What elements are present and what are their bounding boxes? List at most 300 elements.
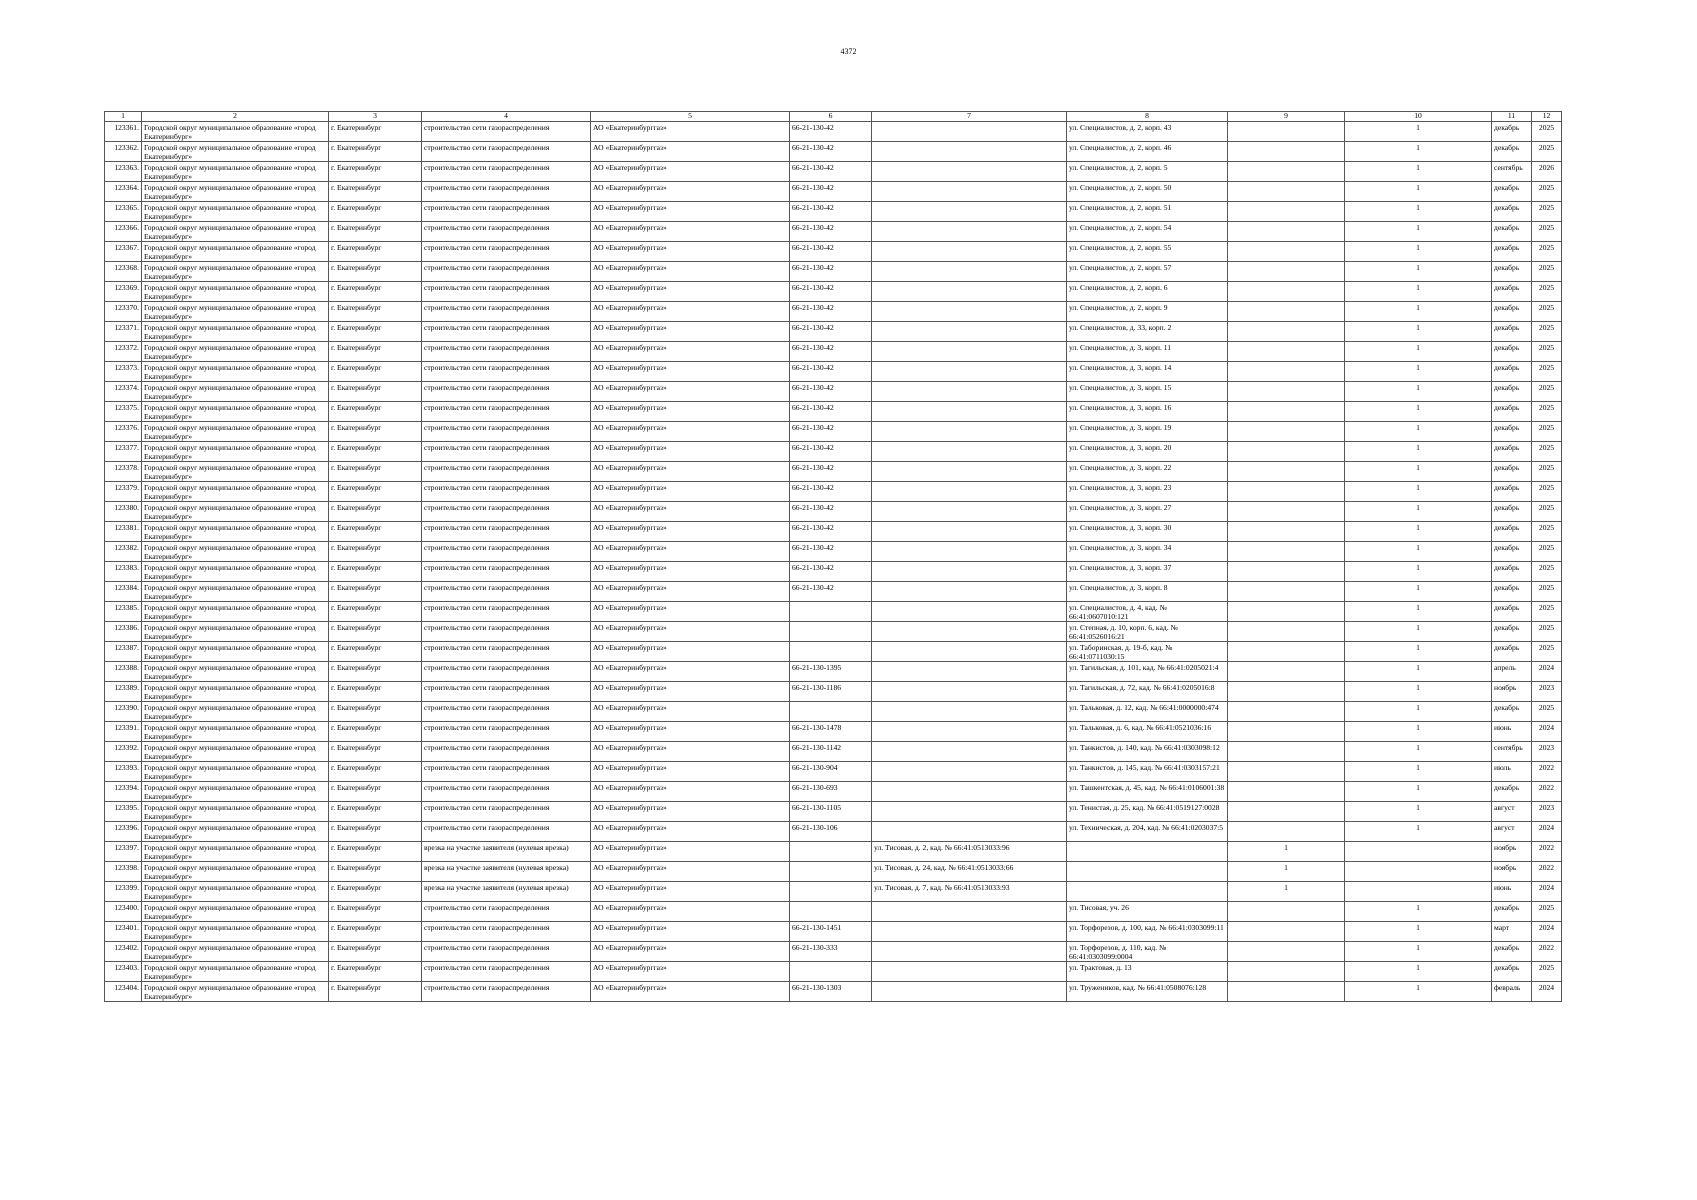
table-cell-col-6: 66-21-130-42 xyxy=(790,162,872,182)
table-cell-col-3: г. Екатеринбург xyxy=(329,722,422,742)
table-cell-col-2: Городской округ муниципальное образование «город Екатеринбург» xyxy=(142,122,329,142)
table-cell-col-1: 123388. xyxy=(105,662,142,682)
table-cell-col-3: г. Екатеринбург xyxy=(329,642,422,662)
table-cell-col-3: г. Екатеринбург xyxy=(329,942,422,962)
table-cell-col-3: г. Екатеринбург xyxy=(329,982,422,1002)
table-cell-col-12: 2025 xyxy=(1532,322,1562,342)
table-cell-col-6: 66-21-130-1105 xyxy=(790,802,872,822)
table-cell-col-6: 66-21-130-42 xyxy=(790,542,872,562)
table-cell-col-9 xyxy=(1228,342,1345,362)
table-cell-col-9 xyxy=(1228,442,1345,462)
table-cell-col-11: декабрь xyxy=(1492,502,1532,522)
table-cell-col-4: строительство сети газораспределения xyxy=(422,222,591,242)
table-cell-col-4: строительство сети газораспределения xyxy=(422,682,591,702)
table-cell-col-9 xyxy=(1228,182,1345,202)
table-cell-col-12: 2025 xyxy=(1532,262,1562,282)
table-cell-col-11: декабрь xyxy=(1492,342,1532,362)
table-cell-col-2: Городской округ муниципальное образование «город Екатеринбург» xyxy=(142,202,329,222)
table-cell-col-6: 66-21-130-42 xyxy=(790,322,872,342)
table-cell-col-9 xyxy=(1228,962,1345,982)
table-cell-col-4: строительство сети газораспределения xyxy=(422,322,591,342)
table-cell-col-3: г. Екатеринбург xyxy=(329,802,422,822)
table-cell-col-8: ул. Торфорезов, д. 110, кад. № 66:41:0303099:0004 xyxy=(1067,942,1228,962)
table-cell-col-12: 2025 xyxy=(1532,702,1562,722)
table-cell-col-10: 1 xyxy=(1345,902,1492,922)
table-cell-col-6: 66-21-130-42 xyxy=(790,482,872,502)
table-cell-col-11: сентябрь xyxy=(1492,162,1532,182)
table-cell-col-6: 66-21-130-42 xyxy=(790,222,872,242)
table-cell-col-1: 123403. xyxy=(105,962,142,982)
table-cell-col-11: декабрь xyxy=(1492,222,1532,242)
table-cell-col-10: 1 xyxy=(1345,962,1492,982)
table-cell-col-10: 1 xyxy=(1345,242,1492,262)
table-cell-col-7 xyxy=(872,462,1067,482)
table-cell-col-8: ул. Специалистов, д. 3, корп. 34 xyxy=(1067,542,1228,562)
table-row xyxy=(105,162,1562,182)
table-cell-col-2: Городской округ муниципальное образование «город Екатеринбург» xyxy=(142,482,329,502)
table-cell-col-5: АО «Екатеринбурггаз» xyxy=(591,602,790,622)
table-cell-col-2: Городской округ муниципальное образование «город Екатеринбург» xyxy=(142,142,329,162)
table-row xyxy=(105,482,1562,502)
table-row xyxy=(105,502,1562,522)
table-cell-col-11: август xyxy=(1492,802,1532,822)
table-row xyxy=(105,862,1562,882)
table-cell-col-3: г. Екатеринбург xyxy=(329,602,422,622)
table-cell-col-12: 2025 xyxy=(1532,342,1562,362)
table-row xyxy=(105,962,1562,982)
table-cell-col-5: АО «Екатеринбурггаз» xyxy=(591,442,790,462)
table-row xyxy=(105,662,1562,682)
table-cell-col-6: 66-21-130-42 xyxy=(790,242,872,262)
table-cell-col-7 xyxy=(872,502,1067,522)
table-cell-col-11: декабрь xyxy=(1492,902,1532,922)
table-cell-col-10: 1 xyxy=(1345,162,1492,182)
table-cell-col-4: строительство сети газораспределения xyxy=(422,202,591,222)
table-cell-col-11: декабрь xyxy=(1492,462,1532,482)
table-cell-col-10: 1 xyxy=(1345,722,1492,742)
table-row xyxy=(105,382,1562,402)
table-cell-col-7 xyxy=(872,142,1067,162)
table-cell-col-1: 123372. xyxy=(105,342,142,362)
table-cell-col-12: 2026 xyxy=(1532,162,1562,182)
table-cell-col-2: Городской округ муниципальное образование «город Екатеринбург» xyxy=(142,322,329,342)
table-row xyxy=(105,902,1562,922)
table-cell-col-6: 66-21-130-42 xyxy=(790,142,872,162)
table-row xyxy=(105,262,1562,282)
table-row xyxy=(105,462,1562,482)
table-cell-col-7: ул. Тисовая, д. 2, кад. № 66:41:0513033:96 xyxy=(872,842,1067,862)
table-cell-col-9 xyxy=(1228,242,1345,262)
table-cell-col-10: 1 xyxy=(1345,682,1492,702)
table-cell-col-6: 66-21-130-1186 xyxy=(790,682,872,702)
table-cell-col-9 xyxy=(1228,782,1345,802)
table-cell-col-10: 1 xyxy=(1345,302,1492,322)
table-cell-col-2: Городской округ муниципальное образование «город Екатеринбург» xyxy=(142,882,329,902)
table-cell-col-1: 123394. xyxy=(105,782,142,802)
table-cell-col-11: декабрь xyxy=(1492,242,1532,262)
table-cell-col-6: 66-21-130-904 xyxy=(790,762,872,782)
table-cell-col-3: г. Екатеринбург xyxy=(329,282,422,302)
table-cell-col-1: 123377. xyxy=(105,442,142,462)
table-cell-col-2: Городской округ муниципальное образование «город Екатеринбург» xyxy=(142,802,329,822)
table-row xyxy=(105,882,1562,902)
table-cell-col-11: август xyxy=(1492,822,1532,842)
table-cell-col-1: 123383. xyxy=(105,562,142,582)
table-cell-col-1: 123367. xyxy=(105,242,142,262)
table-cell-col-5: АО «Екатеринбурггаз» xyxy=(591,682,790,702)
table-cell-col-1: 123382. xyxy=(105,542,142,562)
table-cell-col-3: г. Екатеринбург xyxy=(329,562,422,582)
table-cell-col-4: строительство сети газораспределения xyxy=(422,482,591,502)
table-cell-col-8: ул. Тружеников, кад. № 66:41:0508076:128 xyxy=(1067,982,1228,1002)
table-cell-col-11: декабрь xyxy=(1492,942,1532,962)
table-cell-col-6: 66-21-130-1142 xyxy=(790,742,872,762)
table-cell-col-12: 2025 xyxy=(1532,902,1562,922)
table-cell-col-9 xyxy=(1228,822,1345,842)
table-cell-col-3: г. Екатеринбург xyxy=(329,762,422,782)
table-cell-col-4: строительство сети газораспределения xyxy=(422,782,591,802)
table-cell-col-7 xyxy=(872,542,1067,562)
table-cell-col-3: г. Екатеринбург xyxy=(329,662,422,682)
table-cell-col-5: АО «Екатеринбурггаз» xyxy=(591,182,790,202)
table-cell-col-6: 66-21-130-42 xyxy=(790,562,872,582)
table-cell-col-8: ул. Специалистов, д. 2, корп. 55 xyxy=(1067,242,1228,262)
table-cell-col-7 xyxy=(872,442,1067,462)
table-cell-col-7 xyxy=(872,382,1067,402)
table-cell-col-12: 2025 xyxy=(1532,222,1562,242)
table-cell-col-11: декабрь xyxy=(1492,262,1532,282)
table-cell-col-10: 1 xyxy=(1345,702,1492,722)
table-cell-col-11: декабрь xyxy=(1492,182,1532,202)
table-cell-col-4: строительство сети газораспределения xyxy=(422,442,591,462)
table-cell-col-9 xyxy=(1228,302,1345,322)
table-cell-col-4: строительство сети газораспределения xyxy=(422,262,591,282)
table-cell-col-12: 2025 xyxy=(1532,242,1562,262)
table-row xyxy=(105,602,1562,622)
table-cell-col-6: 66-21-130-42 xyxy=(790,282,872,302)
table-cell-col-9 xyxy=(1228,162,1345,182)
table-cell-col-3: г. Екатеринбург xyxy=(329,242,422,262)
table-cell-col-10: 1 xyxy=(1345,802,1492,822)
table-cell-col-1: 123373. xyxy=(105,362,142,382)
table-cell-col-8: ул. Танкистов, д. 140, кад. № 66:41:0303098:12 xyxy=(1067,742,1228,762)
table-cell-col-9 xyxy=(1228,362,1345,382)
table-cell-col-2: Городской округ муниципальное образование «город Екатеринбург» xyxy=(142,782,329,802)
table-cell-col-6: 66-21-130-42 xyxy=(790,302,872,322)
table-cell-col-10: 1 xyxy=(1345,742,1492,762)
table-cell-col-11: декабрь xyxy=(1492,442,1532,462)
table-cell-col-2: Городской округ муниципальное образование «город Екатеринбург» xyxy=(142,662,329,682)
table-row xyxy=(105,182,1562,202)
table-cell-col-5: АО «Екатеринбурггаз» xyxy=(591,622,790,642)
table-cell-col-7 xyxy=(872,782,1067,802)
page-number: 4372 xyxy=(840,47,857,56)
table-cell-col-5: АО «Екатеринбурггаз» xyxy=(591,202,790,222)
table-cell-col-4: строительство сети газораспределения xyxy=(422,762,591,782)
table-row xyxy=(105,682,1562,702)
table-cell-col-7 xyxy=(872,262,1067,282)
table-cell-col-4: строительство сети газораспределения xyxy=(422,702,591,722)
table-cell-col-10: 1 xyxy=(1345,142,1492,162)
table-cell-col-7 xyxy=(872,282,1067,302)
table-cell-col-6: 66-21-130-42 xyxy=(790,522,872,542)
table-cell-col-7 xyxy=(872,982,1067,1002)
column-number-10: 10 xyxy=(1345,112,1492,122)
table-cell-col-11: декабрь xyxy=(1492,142,1532,162)
table-cell-col-12: 2024 xyxy=(1532,882,1562,902)
table-cell-col-5: АО «Екатеринбурггаз» xyxy=(591,482,790,502)
table-cell-col-3: г. Екатеринбург xyxy=(329,182,422,202)
table-cell-col-8: ул. Специалистов, д. 3, корп. 16 xyxy=(1067,402,1228,422)
table-cell-col-5: АО «Екатеринбурггаз» xyxy=(591,162,790,182)
table-cell-col-1: 123370. xyxy=(105,302,142,322)
table-cell-col-5: АО «Екатеринбурггаз» xyxy=(591,662,790,682)
table-cell-col-12: 2025 xyxy=(1532,362,1562,382)
table-cell-col-7 xyxy=(872,602,1067,622)
table-cell-col-2: Городской округ муниципальное образование «город Екатеринбург» xyxy=(142,222,329,242)
table-cell-col-2: Городской округ муниципальное образование «город Екатеринбург» xyxy=(142,442,329,462)
table-cell-col-7 xyxy=(872,562,1067,582)
table-row xyxy=(105,642,1562,662)
table-cell-col-8: ул. Специалистов, д. 3, корп. 37 xyxy=(1067,562,1228,582)
table-cell-col-7 xyxy=(872,162,1067,182)
table-cell-col-11: декабрь xyxy=(1492,382,1532,402)
table-cell-col-6 xyxy=(790,702,872,722)
table-cell-col-1: 123386. xyxy=(105,622,142,642)
table-cell-col-3: г. Екатеринбург xyxy=(329,302,422,322)
table-cell-col-6: 66-21-130-1451 xyxy=(790,922,872,942)
table-cell-col-3: г. Екатеринбург xyxy=(329,442,422,462)
table-cell-col-10: 1 xyxy=(1345,642,1492,662)
table-cell-col-3: г. Екатеринбург xyxy=(329,342,422,362)
table-row xyxy=(105,442,1562,462)
table-cell-col-11: декабрь xyxy=(1492,422,1532,442)
table-cell-col-8: ул. Специалистов, д. 2, корп. 57 xyxy=(1067,262,1228,282)
table-cell-col-7 xyxy=(872,342,1067,362)
table-cell-col-4: строительство сети газораспределения xyxy=(422,422,591,442)
table-cell-col-1: 123365. xyxy=(105,202,142,222)
table-cell-col-4: строительство сети газораспределения xyxy=(422,542,591,562)
table-cell-col-3: г. Екатеринбург xyxy=(329,462,422,482)
table-row xyxy=(105,722,1562,742)
table-cell-col-5: АО «Екатеринбурггаз» xyxy=(591,742,790,762)
table-cell-col-11: июнь xyxy=(1492,722,1532,742)
table-cell-col-1: 123399. xyxy=(105,882,142,902)
table-cell-col-2: Городской округ муниципальное образование «город Екатеринбург» xyxy=(142,402,329,422)
table-cell-col-7 xyxy=(872,222,1067,242)
table-cell-col-3: г. Екатеринбург xyxy=(329,862,422,882)
table-cell-col-1: 123374. xyxy=(105,382,142,402)
table-cell-col-8 xyxy=(1067,882,1228,902)
table-cell-col-1: 123369. xyxy=(105,282,142,302)
table-cell-col-10: 1 xyxy=(1345,922,1492,942)
table-cell-col-2: Городской округ муниципальное образование «город Екатеринбург» xyxy=(142,622,329,642)
table-cell-col-1: 123375. xyxy=(105,402,142,422)
table-cell-col-8: ул. Специалистов, д. 2, корп. 46 xyxy=(1067,142,1228,162)
table-row xyxy=(105,822,1562,842)
table-cell-col-6: 66-21-130-693 xyxy=(790,782,872,802)
table-row xyxy=(105,922,1562,942)
table-cell-col-5: АО «Екатеринбурггаз» xyxy=(591,962,790,982)
table-cell-col-3: г. Екатеринбург xyxy=(329,742,422,762)
table-cell-col-5: АО «Екатеринбурггаз» xyxy=(591,422,790,442)
table-cell-col-4: строительство сети газораспределения xyxy=(422,662,591,682)
table-cell-col-7 xyxy=(872,122,1067,142)
table-cell-col-10: 1 xyxy=(1345,502,1492,522)
table-cell-col-5: АО «Екатеринбурггаз» xyxy=(591,762,790,782)
table-cell-col-12: 2025 xyxy=(1532,122,1562,142)
table-cell-col-2: Городской округ муниципальное образование «город Екатеринбург» xyxy=(142,742,329,762)
table-cell-col-10: 1 xyxy=(1345,282,1492,302)
table-cell-col-11: июнь xyxy=(1492,882,1532,902)
table-cell-col-3: г. Екатеринбург xyxy=(329,882,422,902)
table-cell-col-7 xyxy=(872,402,1067,422)
table-cell-col-1: 123362. xyxy=(105,142,142,162)
table-cell-col-12: 2022 xyxy=(1532,762,1562,782)
table-cell-col-10: 1 xyxy=(1345,542,1492,562)
table-cell-col-12: 2025 xyxy=(1532,402,1562,422)
table-cell-col-4: строительство сети газораспределения xyxy=(422,742,591,762)
table-cell-col-6 xyxy=(790,882,872,902)
table-cell-col-8: ул. Специалистов, д. 4, кад. № 66:41:0607010:121 xyxy=(1067,602,1228,622)
table-cell-col-9 xyxy=(1228,222,1345,242)
table-cell-col-7 xyxy=(872,742,1067,762)
table-cell-col-12: 2022 xyxy=(1532,842,1562,862)
table-row xyxy=(105,142,1562,162)
table-cell-col-3: г. Екатеринбург xyxy=(329,782,422,802)
table-cell-col-5: АО «Екатеринбурггаз» xyxy=(591,862,790,882)
table-cell-col-11: март xyxy=(1492,922,1532,942)
table-cell-col-9 xyxy=(1228,382,1345,402)
table-cell-col-8: ул. Тисовая, уч. 26 xyxy=(1067,902,1228,922)
table-cell-col-2: Городской округ муниципальное образование «город Екатеринбург» xyxy=(142,562,329,582)
table-cell-col-3: г. Екатеринбург xyxy=(329,622,422,642)
table-cell-col-10 xyxy=(1345,862,1492,882)
table-cell-col-11: апрель xyxy=(1492,662,1532,682)
table-cell-col-6: 66-21-130-42 xyxy=(790,122,872,142)
table-cell-col-7 xyxy=(872,422,1067,442)
table-cell-col-10: 1 xyxy=(1345,222,1492,242)
table-cell-col-5: АО «Екатеринбурггаз» xyxy=(591,222,790,242)
table-cell-col-7 xyxy=(872,922,1067,942)
table-cell-col-7: ул. Тисовая, д. 7, кад. № 66:41:0513033:93 xyxy=(872,882,1067,902)
table-cell-col-3: г. Екатеринбург xyxy=(329,962,422,982)
table-cell-col-11: ноябрь xyxy=(1492,682,1532,702)
table-cell-col-2: Городской округ муниципальное образование «город Екатеринбург» xyxy=(142,302,329,322)
table-cell-col-7 xyxy=(872,642,1067,662)
table-cell-col-8: ул. Специалистов, д. 2, корп. 43 xyxy=(1067,122,1228,142)
table-cell-col-7 xyxy=(872,822,1067,842)
column-number-8: 8 xyxy=(1067,112,1228,122)
table-cell-col-2: Городской округ муниципальное образование «город Екатеринбург» xyxy=(142,342,329,362)
table-cell-col-4: строительство сети газораспределения xyxy=(422,402,591,422)
table-cell-col-8: ул. Специалистов, д. 3, корп. 27 xyxy=(1067,502,1228,522)
table-cell-col-9 xyxy=(1228,982,1345,1002)
table-cell-col-3: г. Екатеринбург xyxy=(329,582,422,602)
table-cell-col-1: 123387. xyxy=(105,642,142,662)
table-row xyxy=(105,622,1562,642)
table-cell-col-5: АО «Екатеринбурггаз» xyxy=(591,902,790,922)
table-cell-col-2: Городской округ муниципальное образование «город Екатеринбург» xyxy=(142,282,329,302)
table-cell-col-1: 123404. xyxy=(105,982,142,1002)
table-cell-col-2: Городской округ муниципальное образование «город Екатеринбург» xyxy=(142,522,329,542)
table-cell-col-10: 1 xyxy=(1345,942,1492,962)
table-cell-col-12: 2025 xyxy=(1532,562,1562,582)
table-cell-col-11: декабрь xyxy=(1492,302,1532,322)
table-cell-col-12: 2025 xyxy=(1532,202,1562,222)
table-cell-col-12: 2023 xyxy=(1532,682,1562,702)
column-number-6: 6 xyxy=(790,112,872,122)
table-cell-col-5: АО «Екатеринбурггаз» xyxy=(591,122,790,142)
table-cell-col-4: строительство сети газораспределения xyxy=(422,502,591,522)
table-cell-col-7 xyxy=(872,762,1067,782)
table-cell-col-11: декабрь xyxy=(1492,542,1532,562)
table-cell-col-8: ул. Специалистов, д. 3, корп. 22 xyxy=(1067,462,1228,482)
table-cell-col-10: 1 xyxy=(1345,462,1492,482)
table-cell-col-5: АО «Екатеринбурггаз» xyxy=(591,282,790,302)
table-cell-col-1: 123398. xyxy=(105,862,142,882)
table-cell-col-8: ул. Специалистов, д. 2, корп. 51 xyxy=(1067,202,1228,222)
table-cell-col-2: Городской округ муниципальное образование «город Екатеринбург» xyxy=(142,262,329,282)
table-cell-col-5: АО «Екатеринбурггаз» xyxy=(591,982,790,1002)
table-cell-col-4: строительство сети газораспределения xyxy=(422,382,591,402)
table-cell-col-2: Городской округ муниципальное образование «город Екатеринбург» xyxy=(142,182,329,202)
table-cell-col-9 xyxy=(1228,142,1345,162)
table-cell-col-9 xyxy=(1228,682,1345,702)
table-row xyxy=(105,282,1562,302)
table-cell-col-12: 2025 xyxy=(1532,482,1562,502)
table-cell-col-12: 2025 xyxy=(1532,422,1562,442)
table-cell-col-12: 2025 xyxy=(1532,382,1562,402)
table-cell-col-1: 123385. xyxy=(105,602,142,622)
table-cell-col-6 xyxy=(790,902,872,922)
table-row xyxy=(105,542,1562,562)
table-cell-col-8: ул. Тенистая, д. 25, кад. № 66:41:0519127:0028 xyxy=(1067,802,1228,822)
table-cell-col-7 xyxy=(872,242,1067,262)
table-row xyxy=(105,322,1562,342)
table-cell-col-8: ул. Специалистов, д. 2, корп. 6 xyxy=(1067,282,1228,302)
column-number-7: 7 xyxy=(872,112,1067,122)
table-cell-col-3: г. Екатеринбург xyxy=(329,922,422,942)
table-cell-col-7 xyxy=(872,622,1067,642)
table-cell-col-8: ул. Степная, д. 10, корп. 6, кад. № 66:41:0526016:21 xyxy=(1067,622,1228,642)
table-cell-col-9 xyxy=(1228,262,1345,282)
table-cell-col-12: 2025 xyxy=(1532,582,1562,602)
table-cell-col-1: 123393. xyxy=(105,762,142,782)
table-cell-col-7 xyxy=(872,582,1067,602)
table-cell-col-2: Городской округ муниципальное образование «город Екатеринбург» xyxy=(142,582,329,602)
table-cell-col-2: Городской округ муниципальное образование «город Екатеринбург» xyxy=(142,502,329,522)
table-cell-col-10: 1 xyxy=(1345,262,1492,282)
column-number-5: 5 xyxy=(591,112,790,122)
table-cell-col-10: 1 xyxy=(1345,662,1492,682)
table-cell-col-4: строительство сети газораспределения xyxy=(422,182,591,202)
table-cell-col-11: декабрь xyxy=(1492,202,1532,222)
table-cell-col-2: Городской округ муниципальное образование «город Екатеринбург» xyxy=(142,382,329,402)
table-cell-col-6: 66-21-130-106 xyxy=(790,822,872,842)
table-cell-col-2: Городской округ муниципальное образование «город Екатеринбург» xyxy=(142,682,329,702)
table-cell-col-6: 66-21-130-42 xyxy=(790,502,872,522)
table-cell-col-7 xyxy=(872,682,1067,702)
table-cell-col-11: декабрь xyxy=(1492,362,1532,382)
table-cell-col-6: 66-21-130-42 xyxy=(790,422,872,442)
table-row xyxy=(105,842,1562,862)
table-cell-col-12: 2024 xyxy=(1532,922,1562,942)
table-cell-col-9 xyxy=(1228,762,1345,782)
table-cell-col-9 xyxy=(1228,942,1345,962)
table-cell-col-1: 123395. xyxy=(105,802,142,822)
table-cell-col-7 xyxy=(872,322,1067,342)
